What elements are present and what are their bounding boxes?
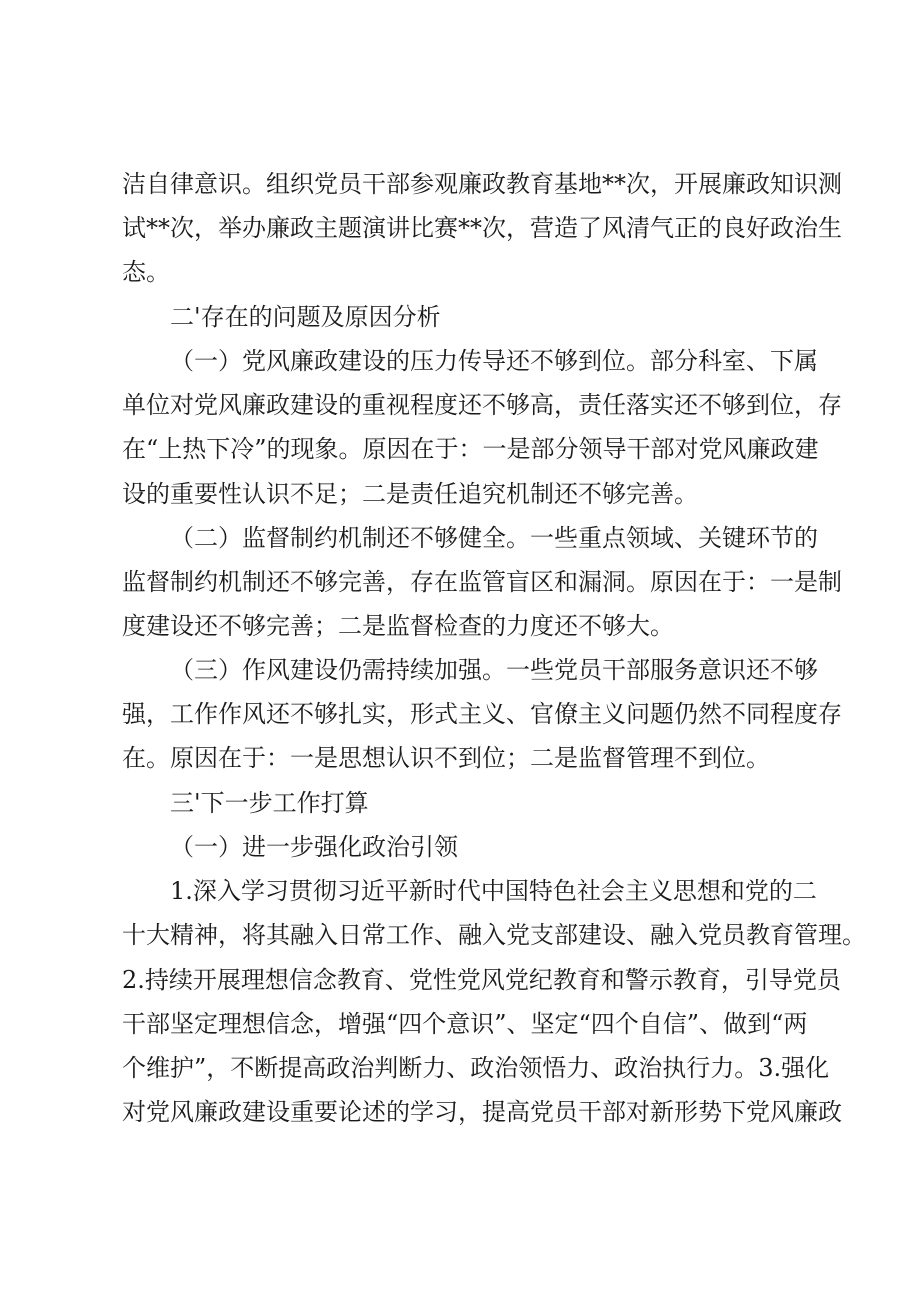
body-text-line: 1.深入学习贯彻习近平新时代中国特色社会主义思想和党的二 bbox=[170, 877, 817, 905]
body-text-line: 在“上热下冷”的现象。原因在于：一是部分领导干部对党风廉政建 bbox=[122, 435, 819, 463]
section-heading: 二'存在的问题及原因分析 bbox=[170, 303, 441, 331]
body-text-line: 对党风廉政建设重要论述的学习，提高党员干部对新形势下党风廉政 bbox=[122, 1098, 842, 1126]
subsection-heading-3: （三）作风建设仍需持续加强。一些党员干部服务意识还不够 bbox=[170, 656, 818, 684]
subsection-heading-2: （二）监督制约机制还不够健全。一些重点领域、关键环节的 bbox=[170, 524, 818, 552]
body-text-line: 干部坚定理想信念，增强“四个意识”、坚定“四个自信”、做到“两 bbox=[122, 1010, 808, 1038]
body-text-line: 在。原因在于：一是思想认识不到位；二是监督管理不到位。 bbox=[122, 744, 770, 772]
body-text-line: 十大精神，将其融入日常工作、融入党支部建设、融入党员教育管理。 bbox=[122, 921, 866, 949]
body-text-line: 监督制约机制还不够完善，存在监管盲区和漏洞。原因在于：一是制 bbox=[122, 568, 842, 596]
body-text-line: 设的重要性认识不足；二是责任追究机制还不够完善。 bbox=[122, 480, 698, 508]
body-text-line: 度建设还不够完善；二是监督检查的力度还不够大。 bbox=[122, 612, 674, 640]
subsection-heading-4: （一）进一步强化政治引领 bbox=[170, 833, 458, 861]
body-text-line: 2.持续开展理想信念教育、党性党风党纪教育和警示教育，引导党员 bbox=[122, 966, 841, 994]
body-text-line: 强，工作作风还不够扎实，形式主义、官僚主义问题仍然不同程度存 bbox=[122, 700, 842, 728]
body-text-line: 态。 bbox=[122, 258, 170, 286]
body-text-line: 单位对党风廉政建设的重视程度还不够高，责任落实还不够到位，存 bbox=[122, 391, 842, 419]
subsection-heading-1: （一）党风廉政建设的压力传导还不够到位。部分科室、下属 bbox=[170, 347, 818, 375]
body-text-line: 个维护”，不断提高政治判断力、政治领悟力、政治执行力。3.强化 bbox=[122, 1054, 830, 1082]
section-heading: 三'下一步工作打算 bbox=[170, 789, 369, 817]
body-text-line: 洁自律意识。组织党员干部参观廉政教育基地**次，开展廉政知识测 bbox=[122, 170, 842, 198]
body-text-line: 试**次，举办廉政主题演讲比赛**次，营造了风清气正的良好政治生 bbox=[122, 214, 842, 242]
